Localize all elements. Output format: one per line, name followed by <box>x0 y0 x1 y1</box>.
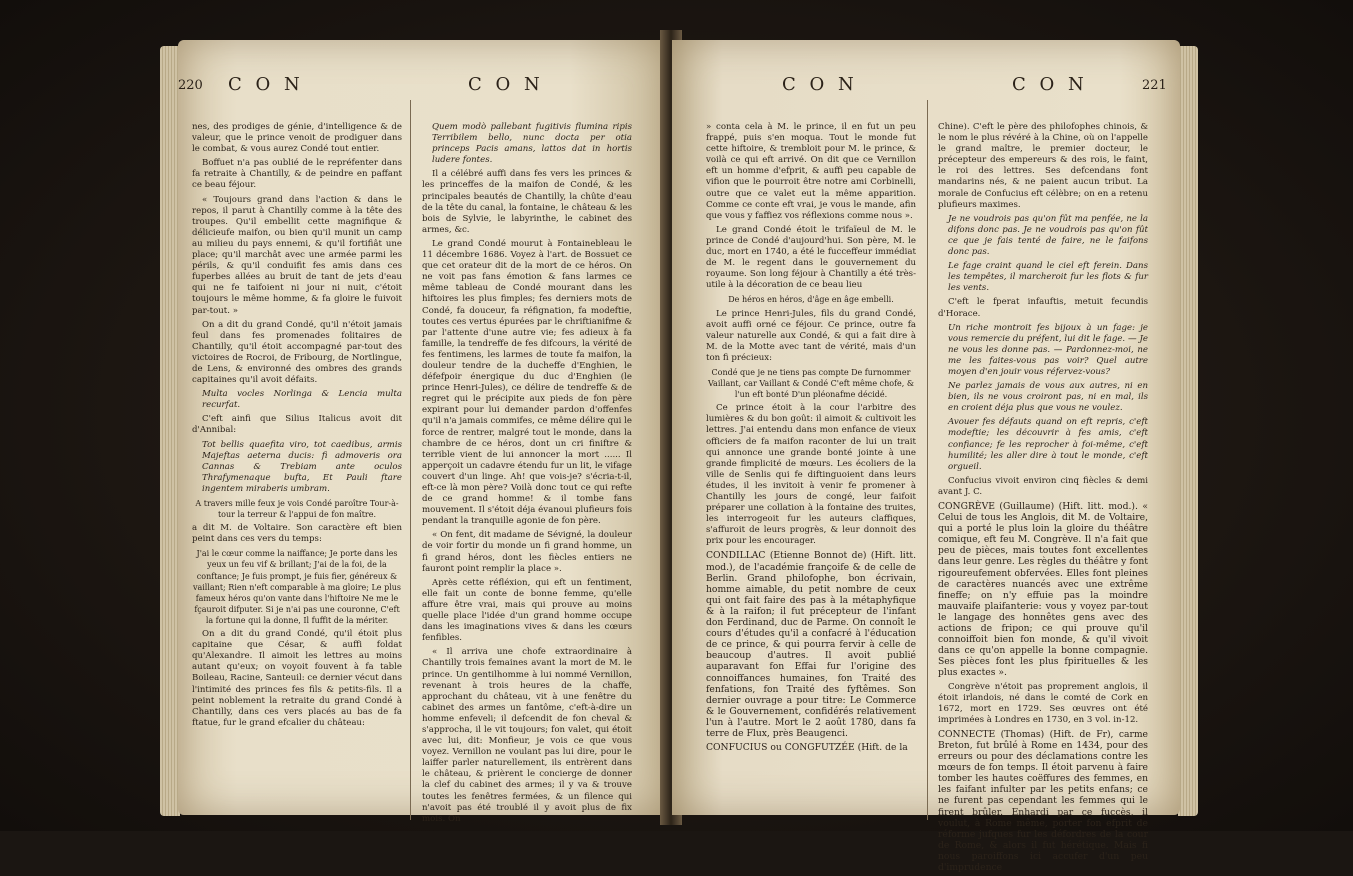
quotation: « On fent, dit madame de Sévigné, la douleur de voir fortir du monde un fi grand homme, un fi grand héros, dont les fiècles entiers ne fauront point remplir la place ». <box>422 530 632 574</box>
running-header: C O N <box>468 74 544 95</box>
left-page <box>178 40 668 824</box>
paragraph: Congrève n'étoit pas proprement anglois, il étoit irlandois, né dans le comté de Cork en 1672, mort en 1729. Ses œuvres ont été imprimées à Londres en 1730, en 3 vol. in-12. <box>938 681 1148 725</box>
maxim: Le fage craint quand le ciel eft ferein. Dans les tempêtes, il marcheroit fur les flots & fur les vents. <box>948 261 1148 294</box>
paragraph: Après cette réfléxion, qui eft un fentiment, elle fait un conte de bonne femme, qu'elle affure être vrai, mais qui prouve au moins quelle place l'idée d'un grand homme occupe dans les imaginations vives & dans les cœurs fenfibles. <box>422 577 632 644</box>
paragraph: a dit M. de Voltaire. Son caractère eft bien peint dans ces vers du temps: <box>192 523 402 545</box>
verse: De héros en héros, d'âge en âge embelli. <box>728 295 894 305</box>
latin-verse: Multa vocles Norlinga & Lencia multa recurfat. <box>202 389 402 411</box>
entry-condillac: CONDILLAC (Etienne Bonnot de) (Hift. litt. mod.), de l'académie françoife & de celle de Berlin. Grand philofophe, bon écrivain, homme aimable, du petit nombre de ceux qui ont fait faire des pas à la métaphyfique & à la raifon; il fut précepteur de l'infant don Ferdinand, duc de Parme. On connoît le cours d'études qu'il a confacré à l'éducation de ce prince, & qui pourra fervir à celle de beaucoup d'autres. Il avoit publié auparavant fon Effai fur l'origine des connoiffances humaines, fon Traité des fenfations, fon Traité des fyftêmes. Son dernier ouvrage a pour titre: Le Commerce & le Gouvernement, confidérés relativement l'un à l'autre. Mort le 2 août 1780, dans fa terre de Flux, près Beaugenci. <box>706 550 916 739</box>
quotation: » conta cela à M. le prince, il en fut un peu frappé, puis s'en moqua. Tout le monde fut cette hiftoire, & trembloit pour M. le prince, & voilà ce qui eft arrivé. On dit que ce Vernillon eft un homme d'efprit, & auffi peu capable de vifion que le pourroit être notre ami Corbinelli, outre que ce valet eut la même apparition. Comme ce conte eft vrai, je vous le mande, afin que vous y faffiez vos réflexions comme nous ». <box>706 122 916 221</box>
page-number: 221 <box>1142 78 1167 93</box>
latin-verse: Quem modò pallebant fugitivis flumina ripis Terribilem bello, nunc docta per otia princeps Pacis amans, lattos dat in hortis ludere fontes. <box>432 122 632 166</box>
paragraph: Le grand Condé étoit le trifaïeul de M. le prince de Condé d'aujourd'hui. Son père, M. le duc, mort en 1740, a été le fucceffeur immédiat de M. le regent dans le gouvernement du royaume. Son long féjour à Chantilly a été très-utile à la décoration de ce beau lieu <box>706 224 916 291</box>
running-header: C O N <box>782 74 858 95</box>
page-edges-right <box>1178 46 1198 816</box>
entry-confucius: CONFUCIUS ou CONGFUTZÉE (Hift. de la <box>706 742 908 754</box>
column-rule <box>410 100 411 820</box>
paragraph: Il a célébré auffi dans fes vers les princes & les princeffes de la maifon de Condé, & les principales beautés de Chantilly, la chûte d'eau de la tête du canal, la fontaine, le château & les bois de Sylvie, le labyrinthe, le cabinet des armes, &c. <box>422 169 632 235</box>
verse: J'ai le cœur comme la naiffance; Je porte dans les yeux un feu vif & brillant; J'ai de la foi, de la conftance; Je fuis prompt, je fuis fier, généreux & vaillant; Rien n'eft comparable à ma gloire; Le plus fameux héros qu'on vante dans l'hiftoire Ne me le fçauroit difputer. Si je n'ai pas une couronne, C'eft la fortune qui la donne, Il fuffit de la mériter. <box>192 549 402 625</box>
entry-connecte: CONNECTE (Thomas) (Hift. de Fr), carme Breton, fut brûlé à Rome en 1434, pour des erreurs ou pour des déclamations contre les mœurs de fon temps. Il étoit parvenu à faire tomber les hautes coëffures des femmes, en les faifant infulter par les petits enfans; ce ne furent pas cependant les femmes qui le firent brûler. Enhardi par ce fuccès, il voulut, à Rome même, porter fon efprit de réforme jufques fur les défordres de la cour de Rome, & alors il fut hérétique. Mais fi nous paroiffons ici accufer d'un peu d'imprudence <box>938 728 1148 873</box>
paragraph: On a dit du grand Condé, qu'il n'étoit jamais feul dans fes promenades folitaires de Chantilly, qu'il étoit accompagné par-tout des victoires de Rocroi, de Fribourg, de Nortlingue, de Lens, & environné des ombres des grands capitaines qu'il avoit défaits. <box>192 319 402 386</box>
maxim: Avouer fes défauts quand on eft repris, c'eft modeftie; les découvrir à fes amis, c'eft confiance; fe les reprocher à foi-même, c'eft humilité; les aller dire à tout le monde, c'eft orgueil. <box>948 417 1148 472</box>
verse: A travers mille feux je vois Condé paroître Tour-à-tour la terreur & l'appui de fon maître. <box>195 499 399 520</box>
latin-verse: Tot bellis quaefita viro, tot caedibus, armis Majeftas aeterna ducis: fi admoveris ora Cannas & Trebiam ante oculos Thrafymenaque bufta, Et Pauli ftare ingentem miraberis umbram. <box>202 439 402 494</box>
paragraph: Ce prince étoit à la cour l'arbitre des lumières & du bon goût: il aimoit & cultivoit les lettres. J'ai entendu dans mon enfance de vieux officiers de fa maifon raconter de lui un trait qui annonce une grande bonté jointe à une grande fimplicité de mœurs. Les écoliers de la ville de Senlis qui fe diftinguoient dans leurs études, il les invitoit à venir fe promener à Chantilly les jours de congé, leur faifoit préparer une collation à la fontaine des truites, les interrogeoit fur les auteurs claffiques, s'affuroit de leurs progrès, & leur donnoit des prix pour les encourager. <box>706 403 916 547</box>
paragraph: Chine). C'eft le père des philofophes chinois, & le nom le plus révéré à la Chine, où on l'appelle le grand maître, le premier docteur, le précepteur des empereurs & des rois, le faint, le roi des lettres. Ses defcendans font mandarins nés, & ne paient aucun tribut. La morale de Confucius eft célèbre; on en a retenu plufieurs maximes. <box>938 122 1148 210</box>
maxim: Ne parlez jamais de vous aux autres, ni en bien, ils ne vous croiront pas, ni en mal, ils en croient déja plus que vous ne voulez. <box>948 381 1148 414</box>
text-column-left <box>706 122 916 756</box>
paragraph: C'eft ainfi que Silius Italicus avoit dit d'Annibal: <box>192 414 402 436</box>
maxim: Je ne voudrois pas qu'on fût ma penfée, ne la difons donc pas. Je ne voudrois pas qu'on fût ce que je fais tenté de faire, ne le faifons donc pas. <box>948 213 1148 258</box>
running-header: C O N <box>228 74 304 95</box>
paragraph: On a dit du grand Condé, qu'il étoit plus capitaine que César, & auffi foldat qu'Alexandre. Il aimoit les lettres au moins autant qu'eux; on voyoit fouvent à fa table Boileau, Racine, Santeuil: ce dernier vécut dans l'intimité des princes fes fils & petits-fils. Il a peint noblement la retraite du grand Condé à Chantilly, dans ces vers placés au bas de fa ftatue, fur le grand efcalier du château: <box>192 629 402 728</box>
paragraph: Le prince Henri-Jules, fils du grand Condé, avoit auffi orné ce féjour. Ce prince, outre fa valeur naturelle aux Condé, & qui a fait dire à M. de la Motte avec tant de vérité, mais d'un ton fi précieux: <box>706 308 916 363</box>
quotation: « Il arriva une chofe extraordinaire à Chantilly trois femaines avant la mort de M. le prince. Un gentilhomme à lui nommé Vernillon, revenant à trois heures de la chaffe, approchant du château, vit à une fenêtre du cabinet des armes un fantôme, c'eft-à-dire un homme enfeveli; il defcendit de fon cheval & s'approcha, il le vit toujours; fon valet, qui étoit avec lui, dit: Monfieur, je vois ce que vous voyez. Vernillon ne voulant pas lui dire, pour le laiffer parler naturellement, ils entrèrent dans le château, & prièrent le concierge de donner la clef du cabinet des armes; il y va & trouve toutes les fenêtres fermées, & un filence qui n'avoit pas été troublé il y avoit plus de fix mois. On <box>422 647 632 824</box>
maxim: Un riche montroit fes bijoux à un fage: je vous remercie du préfent, lui dit le fage. — Je ne vous les donne pas. — Pardonnez-moi, ne me les faites-vous pas voir? Quel autre moyen d'en jouir vous réfervez-vous? <box>948 322 1148 377</box>
text-column-right <box>422 122 632 828</box>
paragraph: Confucius vivoit environ cinq fiècles & demi avant J. C. <box>938 475 1148 497</box>
paragraph: nes, des prodiges de génie, d'intelligence & de valeur, que le prince venoit de prodiguer dans le combat, & vous aurez Condé tout entier. <box>192 122 402 155</box>
verse: Condé que je ne tiens pas compte De furnommer Vaillant, car Vaillant & Condé C'eft même chofe, & l'un eft bonté D'un pléonafme décidé. <box>708 367 914 400</box>
page-edges-left <box>160 46 180 816</box>
entry-congreve: CONGRÈVE (Guillaume) (Hift. litt. mod.). « Celui de tous les Anglois, dit M. de Voltaire, qui a porté le plus loin la gloire du théâtre comique, eft feu M. Congrève. Il n'a fait que peu de pièces, mais toutes font excellentes dans leur genre. Les règles du théâtre y font rigoureufement obfervées. Elles font pleines de caractères nuancés avec une extrême fineffe; on n'y effuie pas la moindre mauvaife plaifanterie: vous y voyez par-tout le langage des honnêtes gens avec des actions de fripon; ce qui prouve qu'il connoiffoit bien fon monde, & qu'il vivoit dans ce qu'on appelle la bonne compagnie. Ses pièces font les plus fpirituelles & les plus exactes ». <box>938 501 1148 679</box>
quotation: « Toujours grand dans l'action & dans le repos, il parut à Chantilly comme à la tête des troupes. Qu'il embellit cette magnifique & délicieufe maifon, ou bien qu'il munit un camp au milieu du pays ennemi, & qu'il fortifiât une place; qu'il marchât avec une armée parmi les périls, & qu'il conduifit fes amis dans ces fuperbes allées au bruit de tant de jets d'eau qui ne fe taifoient ni jour ni nuit, c'étoit toujours le même homme, & fa gloire le fuivoit par-tout. » <box>192 194 402 316</box>
paragraph: C'eft le fperat infauftis, metuit fecundis d'Horace. <box>938 297 1148 319</box>
running-header: C O N <box>1012 74 1088 95</box>
right-page <box>672 40 1180 873</box>
page-number: 220 <box>178 78 203 93</box>
column-rule <box>927 100 928 820</box>
text-column-right <box>938 122 1148 876</box>
paragraph: Le grand Condé mourut à Fontainebleau le 11 décembre 1686. Voyez à l'art. de Bossuet ce que cet orateur dit de la mort de ce héros. On ne voit pas fans émotion & fans larmes ce même tableau de Condé mourant dans les hiftoires les plus fimples; fes derniers mots de Condé, fa douceur, fa réfignation, fa modeftie, toutes ces vertus épurées par le chriftianifme & par l'attente d'une autre vie; fes adieux à fa famille, la tendreffe de fes difcours, la vérité de fes fentimens, les larmes de toute fa maifon, la douleur tendre de la ducheffe d'Enghien, le défefpoir énergique du duc d'Enghien (le prince Henri-Jules), ce délire de tendreffe & de regret qui le précipite aux pieds de fon père expirant pour lui demander pardon d'offenfes qu'il n'a jamais commifes, ce même délire qui le force de rentrer, malgré tout le monde, dans la chambre de ce héros, dont un cri finiftre & terrible vient de lui annoncer la mort ...... Il apperçoit un cadavre étendu fur un lit, le vifage couvert d'un linge. Ah! que vois-je? s'écria-t-il, eft-ce là mon père? Voilà donc tout ce qui refte de ce grand homme! & il tombe fans mouvement. Il s'étoit déja évanoui plufieurs fois pendant la tranquille agonie de fon père. <box>422 238 632 527</box>
paragraph: Boffuet n'a pas oublié de le repréfenter dans fa retraite à Chantilly, & de peindre en paffant ce beau féjour. <box>192 158 402 191</box>
text-column-left <box>192 122 402 732</box>
